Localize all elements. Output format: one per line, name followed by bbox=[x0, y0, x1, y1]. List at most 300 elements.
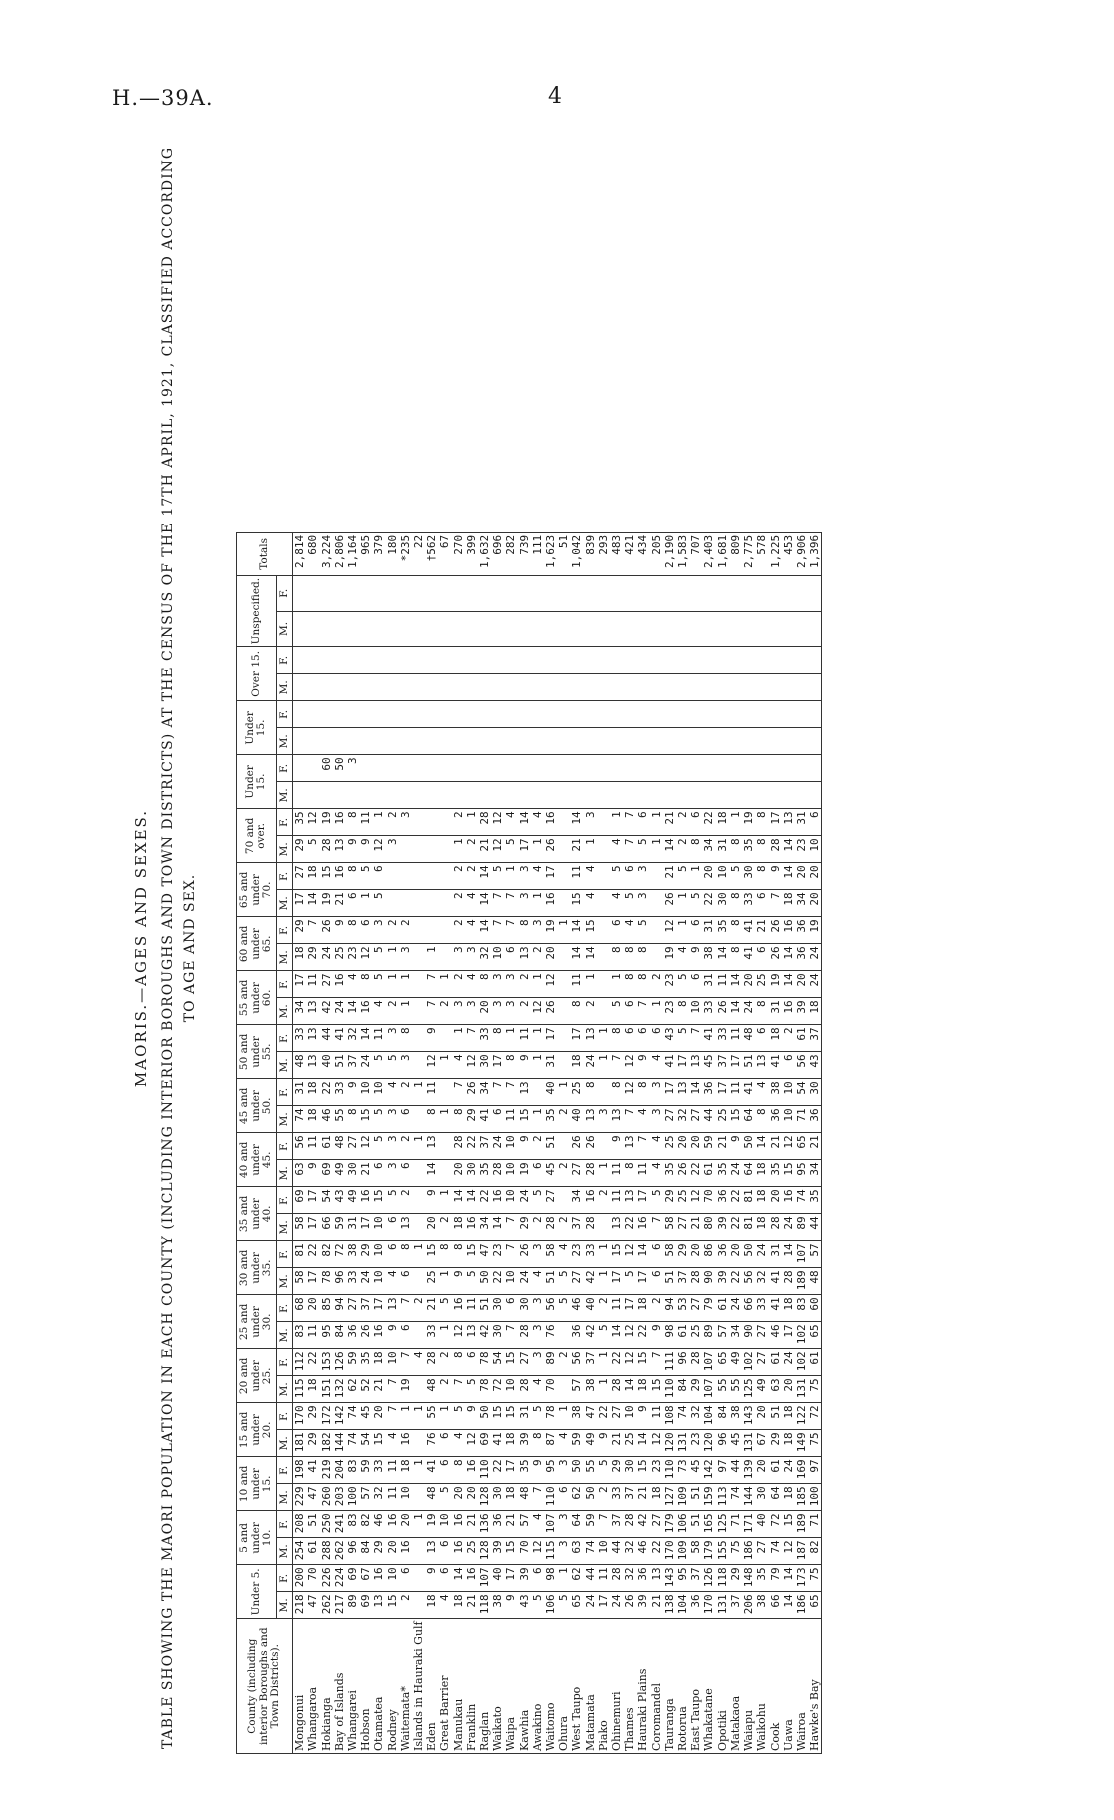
table-cell: 8 bbox=[676, 998, 689, 1025]
table-cell: 30 bbox=[491, 1322, 504, 1349]
table-cell: 28 bbox=[425, 1349, 438, 1376]
table-cell bbox=[597, 971, 610, 998]
table-cell: 61 bbox=[769, 1457, 782, 1484]
table-cell: 3 bbox=[531, 917, 544, 944]
table-cell bbox=[676, 755, 689, 782]
table-cell bbox=[412, 1565, 425, 1592]
table-cell: 33 bbox=[293, 1025, 307, 1052]
table-cell: 10 bbox=[808, 836, 822, 863]
table-cell: 10 bbox=[782, 1079, 795, 1106]
table-cell: 13 bbox=[425, 1538, 438, 1565]
table-cell: 24 bbox=[491, 1133, 504, 1160]
table-cell bbox=[650, 611, 663, 647]
table-cell: 20 bbox=[808, 863, 822, 890]
table-cell: 74 bbox=[676, 1403, 689, 1430]
table-cell: 54 bbox=[320, 1187, 333, 1214]
table-cell: 22 bbox=[650, 1538, 663, 1565]
table-cell: 5 bbox=[650, 1187, 663, 1214]
table-cell: 94 bbox=[333, 1295, 346, 1322]
table-cell bbox=[491, 782, 504, 809]
table-cell: 102 bbox=[795, 1349, 808, 1376]
table-cell bbox=[531, 1079, 544, 1106]
table-cell: 26 bbox=[544, 836, 557, 863]
table-cell: 104 bbox=[676, 1592, 689, 1619]
table-cell: 18 bbox=[306, 1106, 319, 1133]
county-name: Bay of Islands bbox=[333, 1619, 346, 1754]
table-cell: 7 bbox=[610, 1052, 623, 1079]
table-cell: 7 bbox=[531, 1484, 544, 1511]
table-cell: 41 bbox=[702, 1025, 715, 1052]
table-cell: 30 bbox=[491, 1484, 504, 1511]
table-cell bbox=[333, 728, 346, 755]
table-cell bbox=[570, 575, 583, 611]
table-cell: 55 bbox=[425, 1403, 438, 1430]
table-cell: 31 bbox=[795, 809, 808, 836]
table-cell: 79 bbox=[769, 1565, 782, 1592]
table-cell: 58 bbox=[663, 1241, 676, 1268]
table-cell: 15 bbox=[584, 917, 597, 944]
table-cell: 6 bbox=[623, 1025, 636, 1052]
table-cell bbox=[425, 863, 438, 890]
table-cell bbox=[808, 755, 822, 782]
table-cell bbox=[636, 674, 649, 701]
sex-header-female: F. bbox=[276, 1025, 293, 1052]
table-cell bbox=[438, 755, 451, 782]
table-cell: 55 bbox=[584, 1457, 597, 1484]
table-cell: 59 bbox=[584, 1511, 597, 1538]
table-cell bbox=[386, 611, 399, 647]
table-cell: 8 bbox=[755, 998, 768, 1025]
table-cell: 2 bbox=[531, 1133, 544, 1160]
table-cell: 8 bbox=[636, 1079, 649, 1106]
table-cell bbox=[412, 1484, 425, 1511]
table-cell: 4 bbox=[412, 1349, 425, 1376]
table-cell: 36 bbox=[689, 1592, 702, 1619]
table-cell: 5 bbox=[610, 863, 623, 890]
table-cell: 8 bbox=[610, 1025, 623, 1052]
table-cell: 3 bbox=[518, 890, 531, 917]
table-cell bbox=[570, 674, 583, 701]
table-cell: 16 bbox=[399, 1430, 412, 1457]
table-cell bbox=[438, 674, 451, 701]
table-cell: 19 bbox=[518, 1160, 531, 1187]
table-cell bbox=[650, 647, 663, 674]
table-cell: 18 bbox=[504, 1484, 517, 1511]
table-cell: 8 bbox=[729, 890, 742, 917]
table-cell: 7 bbox=[650, 1349, 663, 1376]
table-cell: 22 bbox=[729, 1214, 742, 1241]
table-cell: 29 bbox=[372, 1538, 385, 1565]
table-cell: 36 bbox=[808, 1106, 822, 1133]
table-cell bbox=[438, 575, 451, 611]
table-cell: 18 bbox=[399, 1457, 412, 1484]
table-cell: 2 bbox=[386, 917, 399, 944]
row-total: 809 bbox=[729, 532, 742, 575]
table-cell: 12 bbox=[689, 1187, 702, 1214]
table-row bbox=[650, 532, 663, 1753]
table-cell: 6 bbox=[438, 1430, 451, 1457]
table-cell bbox=[425, 647, 438, 674]
table-cell bbox=[504, 674, 517, 701]
table-cell: 1 bbox=[597, 1025, 610, 1052]
table-cell: 11 bbox=[650, 1403, 663, 1430]
table-cell: 17 bbox=[491, 1052, 504, 1079]
table-cell: 31 bbox=[702, 917, 715, 944]
table-cell: 1 bbox=[438, 1052, 451, 1079]
table-cell: 3 bbox=[399, 944, 412, 971]
table-cell: 15 bbox=[372, 1187, 385, 1214]
table-cell: 2 bbox=[386, 809, 399, 836]
table-cell: 18 bbox=[755, 1214, 768, 1241]
table-cell: 7 bbox=[465, 1025, 478, 1052]
table-cell: 13 bbox=[584, 1025, 597, 1052]
table-cell: 250 bbox=[320, 1511, 333, 1538]
table-cell: 5 bbox=[676, 863, 689, 890]
table-cell bbox=[742, 647, 755, 674]
table-row bbox=[531, 532, 544, 1753]
table-cell: 24 bbox=[610, 1592, 623, 1619]
county-name: Hawke's Bay bbox=[808, 1619, 822, 1754]
table-cell bbox=[478, 674, 491, 701]
table-cell: 1 bbox=[465, 809, 478, 836]
table-cell: 2 bbox=[557, 1160, 570, 1187]
table-cell bbox=[570, 782, 583, 809]
table-cell: 8 bbox=[452, 1349, 465, 1376]
table-cell: 12 bbox=[663, 917, 676, 944]
table-cell: 6 bbox=[504, 1295, 517, 1322]
table-cell bbox=[729, 674, 742, 701]
row-total: 434 bbox=[636, 532, 649, 575]
table-body bbox=[293, 532, 822, 1753]
table-cell bbox=[425, 575, 438, 611]
table-cell: 179 bbox=[663, 1511, 676, 1538]
table-cell: 20 bbox=[452, 1484, 465, 1511]
table-cell: 10 bbox=[438, 1511, 451, 1538]
table-cell: 49 bbox=[584, 1430, 597, 1457]
table-cell: 47 bbox=[306, 1592, 319, 1619]
table-cell bbox=[293, 701, 307, 728]
table-row bbox=[808, 532, 822, 1753]
table-cell: 39 bbox=[518, 1430, 531, 1457]
table-cell bbox=[769, 755, 782, 782]
table-cell: 203 bbox=[333, 1484, 346, 1511]
row-total: 22 bbox=[412, 532, 425, 575]
table-cell: 14 bbox=[782, 971, 795, 998]
table-cell bbox=[425, 674, 438, 701]
table-cell: 186 bbox=[795, 1592, 808, 1619]
table-cell: 118 bbox=[478, 1592, 491, 1619]
row-total: 270 bbox=[452, 532, 465, 575]
table-cell: 3 bbox=[372, 917, 385, 944]
table-cell: 17 bbox=[504, 1457, 517, 1484]
table-cell bbox=[597, 944, 610, 971]
table-cell: 23 bbox=[570, 1241, 583, 1268]
table-cell: 18 bbox=[716, 809, 729, 836]
table-cell bbox=[570, 728, 583, 755]
table-cell: 12 bbox=[359, 944, 372, 971]
table-cell: 122 bbox=[795, 1403, 808, 1430]
county-name: Opotiki bbox=[716, 1619, 729, 1754]
table-cell bbox=[702, 701, 715, 728]
table-row bbox=[346, 532, 359, 1753]
table-cell: 25 bbox=[755, 971, 768, 998]
table-cell: 39 bbox=[491, 1538, 504, 1565]
table-row bbox=[769, 532, 782, 1753]
table-cell: 5 bbox=[465, 1268, 478, 1295]
table-cell bbox=[346, 611, 359, 647]
row-total: 1,164 bbox=[346, 532, 359, 575]
table-title-sub: TABLE SHOWING THE MAORI POPULATION IN EACH COUNTY (INCLUDING INTERIOR BOROUGHS AND TOWN DISTRICTS) AT THE CENSUS OF THE 17TH APRIL, 1921, CLASSIFIED ACCORDING bbox=[160, 146, 176, 1750]
table-cell: 206 bbox=[742, 1592, 755, 1619]
table-cell bbox=[438, 944, 451, 971]
table-cell: 106 bbox=[544, 1592, 557, 1619]
table-cell bbox=[663, 674, 676, 701]
table-cell: 11 bbox=[610, 1160, 623, 1187]
table-cell: 16 bbox=[782, 998, 795, 1025]
table-cell: 10 bbox=[504, 1133, 517, 1160]
table-cell: 14 bbox=[782, 944, 795, 971]
table-cell: 13 bbox=[689, 1052, 702, 1079]
table-cell: 44 bbox=[729, 1457, 742, 1484]
row-total: 1,042 bbox=[570, 532, 583, 575]
table-cell: 61 bbox=[306, 1538, 319, 1565]
table-cell: 1 bbox=[386, 944, 399, 971]
table-cell: 57 bbox=[808, 1241, 822, 1268]
table-cell: 173 bbox=[795, 1565, 808, 1592]
age-group-header: 50 and under 55. bbox=[237, 1025, 277, 1079]
table-cell bbox=[676, 611, 689, 647]
sex-header-male: M. bbox=[276, 1430, 293, 1457]
table-cell: 2 bbox=[438, 1214, 451, 1241]
table-cell bbox=[438, 1025, 451, 1052]
table-cell: 4 bbox=[372, 998, 385, 1025]
table-cell bbox=[412, 1052, 425, 1079]
table-cell: 3 bbox=[531, 1322, 544, 1349]
sex-header-female: F. bbox=[276, 809, 293, 836]
table-cell: 14 bbox=[782, 836, 795, 863]
table-cell bbox=[557, 575, 570, 611]
table-cell: 11 bbox=[597, 1565, 610, 1592]
table-cell: 22 bbox=[597, 1403, 610, 1430]
table-cell: 8 bbox=[755, 1106, 768, 1133]
table-cell: 75 bbox=[808, 1430, 822, 1457]
table-cell bbox=[293, 575, 307, 611]
table-cell: 20 bbox=[702, 863, 715, 890]
table-cell: 20 bbox=[729, 1241, 742, 1268]
table-cell bbox=[306, 701, 319, 728]
table-cell: 17 bbox=[504, 1565, 517, 1592]
table-cell: 26 bbox=[570, 1133, 583, 1160]
table-cell: 58 bbox=[689, 1538, 702, 1565]
table-cell bbox=[716, 647, 729, 674]
table-cell: 131 bbox=[676, 1430, 689, 1457]
table-cell: 23 bbox=[346, 944, 359, 971]
table-cell: 138 bbox=[663, 1592, 676, 1619]
table-cell: 1 bbox=[650, 809, 663, 836]
table-cell: 12 bbox=[465, 1430, 478, 1457]
table-cell: 22 bbox=[636, 1322, 649, 1349]
table-cell: 5 bbox=[557, 1295, 570, 1322]
table-cell: 36 bbox=[716, 1187, 729, 1214]
sex-header-female: F. bbox=[276, 1079, 293, 1106]
table-cell: 9 bbox=[636, 1052, 649, 1079]
sex-header-female: F. bbox=[276, 1565, 293, 1592]
table-cell: 45 bbox=[729, 1430, 742, 1457]
table-cell bbox=[729, 701, 742, 728]
table-cell: 25 bbox=[465, 1538, 478, 1565]
row-total: †562 bbox=[425, 532, 438, 575]
table-cell: 18 bbox=[650, 1484, 663, 1511]
table-cell: 14 bbox=[782, 1565, 795, 1592]
table-cell bbox=[544, 701, 557, 728]
table-cell: 17 bbox=[293, 971, 307, 998]
table-cell: 69 bbox=[346, 1565, 359, 1592]
table-cell: 4 bbox=[452, 1430, 465, 1457]
table-cell bbox=[465, 575, 478, 611]
table-cell bbox=[346, 647, 359, 674]
table-cell bbox=[359, 728, 372, 755]
table-cell bbox=[782, 755, 795, 782]
table-cell bbox=[570, 701, 583, 728]
table-cell: 24 bbox=[729, 1295, 742, 1322]
table-cell: 6 bbox=[531, 1565, 544, 1592]
table-cell: 21 bbox=[663, 809, 676, 836]
table-cell: 10 bbox=[504, 1268, 517, 1295]
table-cell: 61 bbox=[769, 1349, 782, 1376]
table-cell: 15 bbox=[650, 1376, 663, 1403]
table-cell: 21 bbox=[663, 863, 676, 890]
table-cell: 15 bbox=[504, 1349, 517, 1376]
table-cell bbox=[623, 782, 636, 809]
table-cell: 43 bbox=[333, 1187, 346, 1214]
table-cell: 5 bbox=[636, 917, 649, 944]
table-cell: 25 bbox=[425, 1268, 438, 1295]
table-cell bbox=[623, 647, 636, 674]
table-cell: 27 bbox=[755, 1349, 768, 1376]
table-cell: 1 bbox=[438, 1322, 451, 1349]
table-cell: 56 bbox=[570, 1349, 583, 1376]
table-cell: 74 bbox=[729, 1484, 742, 1511]
table-cell bbox=[438, 728, 451, 755]
table-cell: 22 bbox=[702, 890, 715, 917]
table-cell: 2 bbox=[557, 1349, 570, 1376]
table-cell: 8 bbox=[425, 1106, 438, 1133]
sex-header-male: M. bbox=[276, 1214, 293, 1241]
table-cell: 61 bbox=[320, 1133, 333, 1160]
table-cell: 24 bbox=[742, 998, 755, 1025]
table-cell: 41 bbox=[425, 1457, 438, 1484]
table-cell bbox=[676, 575, 689, 611]
table-cell: 1 bbox=[676, 917, 689, 944]
table-cell: 110 bbox=[663, 1457, 676, 1484]
table-cell: 8 bbox=[584, 1079, 597, 1106]
table-cell: 10 bbox=[372, 1241, 385, 1268]
table-cell bbox=[491, 575, 504, 611]
table-cell: 2 bbox=[452, 863, 465, 890]
table-cell: 27 bbox=[570, 1160, 583, 1187]
table-cell: 1 bbox=[531, 1052, 544, 1079]
table-cell bbox=[623, 575, 636, 611]
sex-header-female: F. bbox=[276, 1349, 293, 1376]
table-cell: 63 bbox=[570, 1538, 583, 1565]
table-row bbox=[755, 532, 768, 1753]
table-cell: 1 bbox=[399, 998, 412, 1025]
table-cell: 13 bbox=[425, 1133, 438, 1160]
sex-header-female: F. bbox=[276, 917, 293, 944]
table-cell bbox=[584, 674, 597, 701]
table-cell bbox=[359, 674, 372, 701]
row-total: 51 bbox=[557, 532, 570, 575]
table-cell: 5 bbox=[465, 1376, 478, 1403]
table-cell bbox=[412, 701, 425, 728]
table-cell bbox=[597, 1079, 610, 1106]
table-cell bbox=[782, 647, 795, 674]
table-cell: 57 bbox=[570, 1376, 583, 1403]
table-cell: 50 bbox=[570, 1457, 583, 1484]
table-cell bbox=[584, 647, 597, 674]
row-total: 696 bbox=[491, 532, 504, 575]
table-cell: 12 bbox=[531, 998, 544, 1025]
table-cell: 51 bbox=[769, 1403, 782, 1430]
table-cell: 32 bbox=[346, 1025, 359, 1052]
table-cell: 4 bbox=[557, 1241, 570, 1268]
table-cell: 29 bbox=[306, 944, 319, 971]
table-cell: 21 bbox=[372, 1376, 385, 1403]
table-cell: 113 bbox=[716, 1484, 729, 1511]
table-cell: 65 bbox=[570, 1592, 583, 1619]
table-cell: 7 bbox=[425, 998, 438, 1025]
table-cell bbox=[359, 755, 372, 782]
table-cell bbox=[452, 611, 465, 647]
table-cell bbox=[438, 701, 451, 728]
table-cell bbox=[491, 701, 504, 728]
table-cell: 12 bbox=[531, 1538, 544, 1565]
table-cell bbox=[584, 611, 597, 647]
table-cell: 22 bbox=[478, 1187, 491, 1214]
table-cell: 12 bbox=[782, 1133, 795, 1160]
table-cell: 96 bbox=[346, 1538, 359, 1565]
table-cell: 6 bbox=[623, 998, 636, 1025]
row-total: 680 bbox=[306, 532, 319, 575]
table-cell: 35 bbox=[808, 1187, 822, 1214]
table-cell: 62 bbox=[570, 1565, 583, 1592]
table-cell: 14 bbox=[636, 1241, 649, 1268]
table-cell: 3 bbox=[531, 1295, 544, 1322]
table-cell: 4 bbox=[531, 1376, 544, 1403]
table-cell: 8 bbox=[623, 944, 636, 971]
table-cell: 6 bbox=[610, 917, 623, 944]
table-cell: 109 bbox=[676, 1538, 689, 1565]
table-cell: 7 bbox=[399, 1295, 412, 1322]
table-cell: 83 bbox=[346, 1457, 359, 1484]
table-cell: 6 bbox=[531, 1160, 544, 1187]
table-cell: 24 bbox=[755, 1241, 768, 1268]
table-cell: 1 bbox=[412, 1511, 425, 1538]
row-total: 2,403 bbox=[702, 532, 715, 575]
table-cell: 8 bbox=[623, 1160, 636, 1187]
table-cell: 41 bbox=[742, 944, 755, 971]
county-name: Uawa bbox=[782, 1619, 795, 1754]
table-cell: 4 bbox=[610, 890, 623, 917]
table-cell: 9 bbox=[597, 1430, 610, 1457]
row-total: 2,814 bbox=[293, 532, 307, 575]
table-cell: 9 bbox=[769, 863, 782, 890]
table-cell bbox=[518, 647, 531, 674]
table-cell: 182 bbox=[320, 1430, 333, 1457]
row-total: 1,632 bbox=[478, 532, 491, 575]
table-cell: 3 bbox=[557, 1457, 570, 1484]
table-cell: 70 bbox=[702, 1187, 715, 1214]
